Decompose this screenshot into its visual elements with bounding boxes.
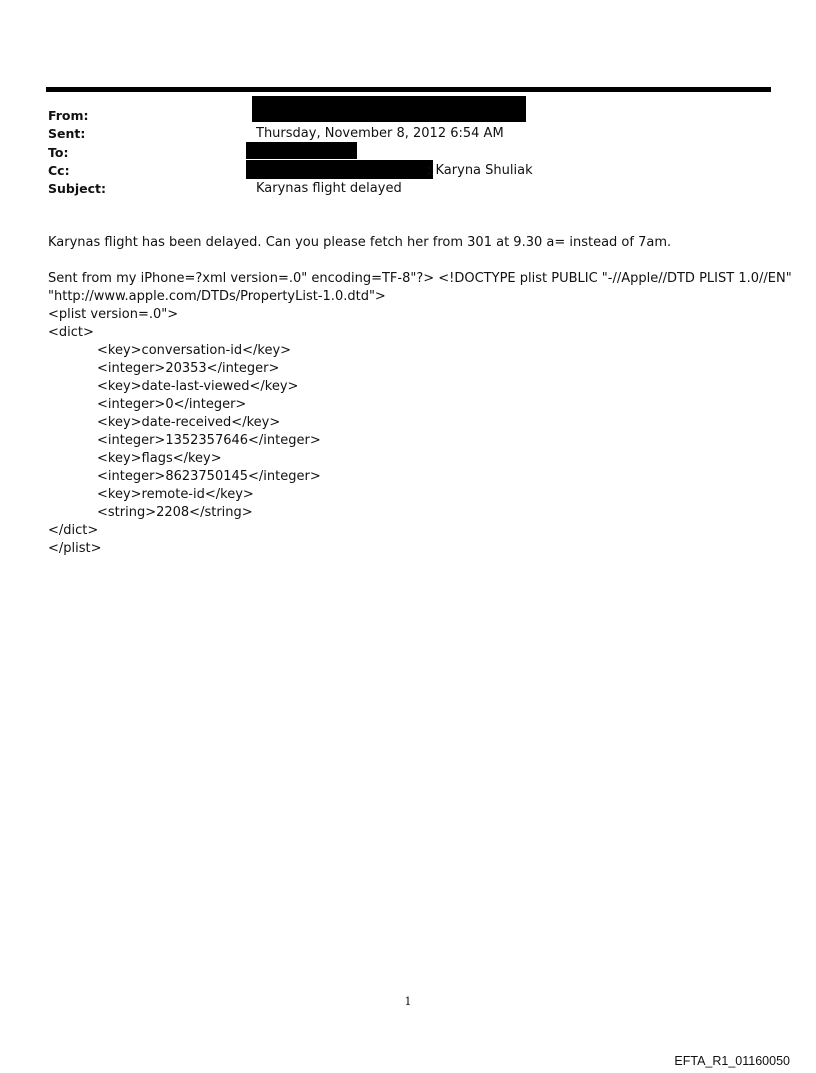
dict-open: <dict>: [48, 325, 94, 340]
plist-item: <key>remote-id</key>: [97, 487, 254, 502]
plist-close: </plist>: [48, 541, 102, 556]
plist-item: <integer>1352357646</integer>: [97, 433, 321, 448]
cc-redaction: [246, 160, 433, 179]
subject-value: Karynas flight delayed: [256, 181, 402, 196]
plist-item: <string>2208</string>: [97, 505, 253, 520]
page-number: 1: [404, 995, 412, 1008]
cc-value: ; Karyna Shuliak: [427, 163, 533, 178]
plist-item: <key>date-received</key>: [97, 415, 281, 430]
plist-open: <plist version=.0">: [48, 307, 179, 322]
signature-line-1: Sent from my iPhone=?xml version=.0" encoding=TF-8"?> <!DOCTYPE plist PUBLIC "-//Apple//DTD PLIST 1.0//EN": [48, 271, 792, 286]
plist-item: <integer>8623750145</integer>: [97, 469, 321, 484]
plist-item: <integer>20353</integer>: [97, 361, 280, 376]
message-text: Karynas flight has been delayed. Can you please fetch her from 301 at 9.30 a= instead of 7am.: [48, 235, 672, 250]
header-rule: [46, 87, 771, 92]
to-label: To:: [48, 145, 69, 160]
from-label: From:: [48, 108, 89, 123]
plist-item: <integer>0</integer>: [97, 397, 247, 412]
signature-line-2: "http://www.apple.com/DTDs/PropertyList-1.0.dtd">: [48, 289, 386, 304]
to-redaction: [246, 142, 357, 159]
plist-item: <key>conversation-id</key>: [97, 343, 292, 358]
sent-value: Thursday, November 8, 2012 6:54 AM: [256, 126, 504, 141]
dict-close: </dict>: [48, 523, 99, 538]
plist-item: <key>flags</key>: [97, 451, 222, 466]
from-redaction: [252, 96, 526, 122]
cc-label: Cc:: [48, 163, 70, 178]
document-id: EFTA_R1_01160050: [674, 1054, 790, 1068]
plist-item: <key>date-last-viewed</key>: [97, 379, 299, 394]
subject-label: Subject:: [48, 181, 106, 196]
sent-label: Sent:: [48, 126, 86, 141]
